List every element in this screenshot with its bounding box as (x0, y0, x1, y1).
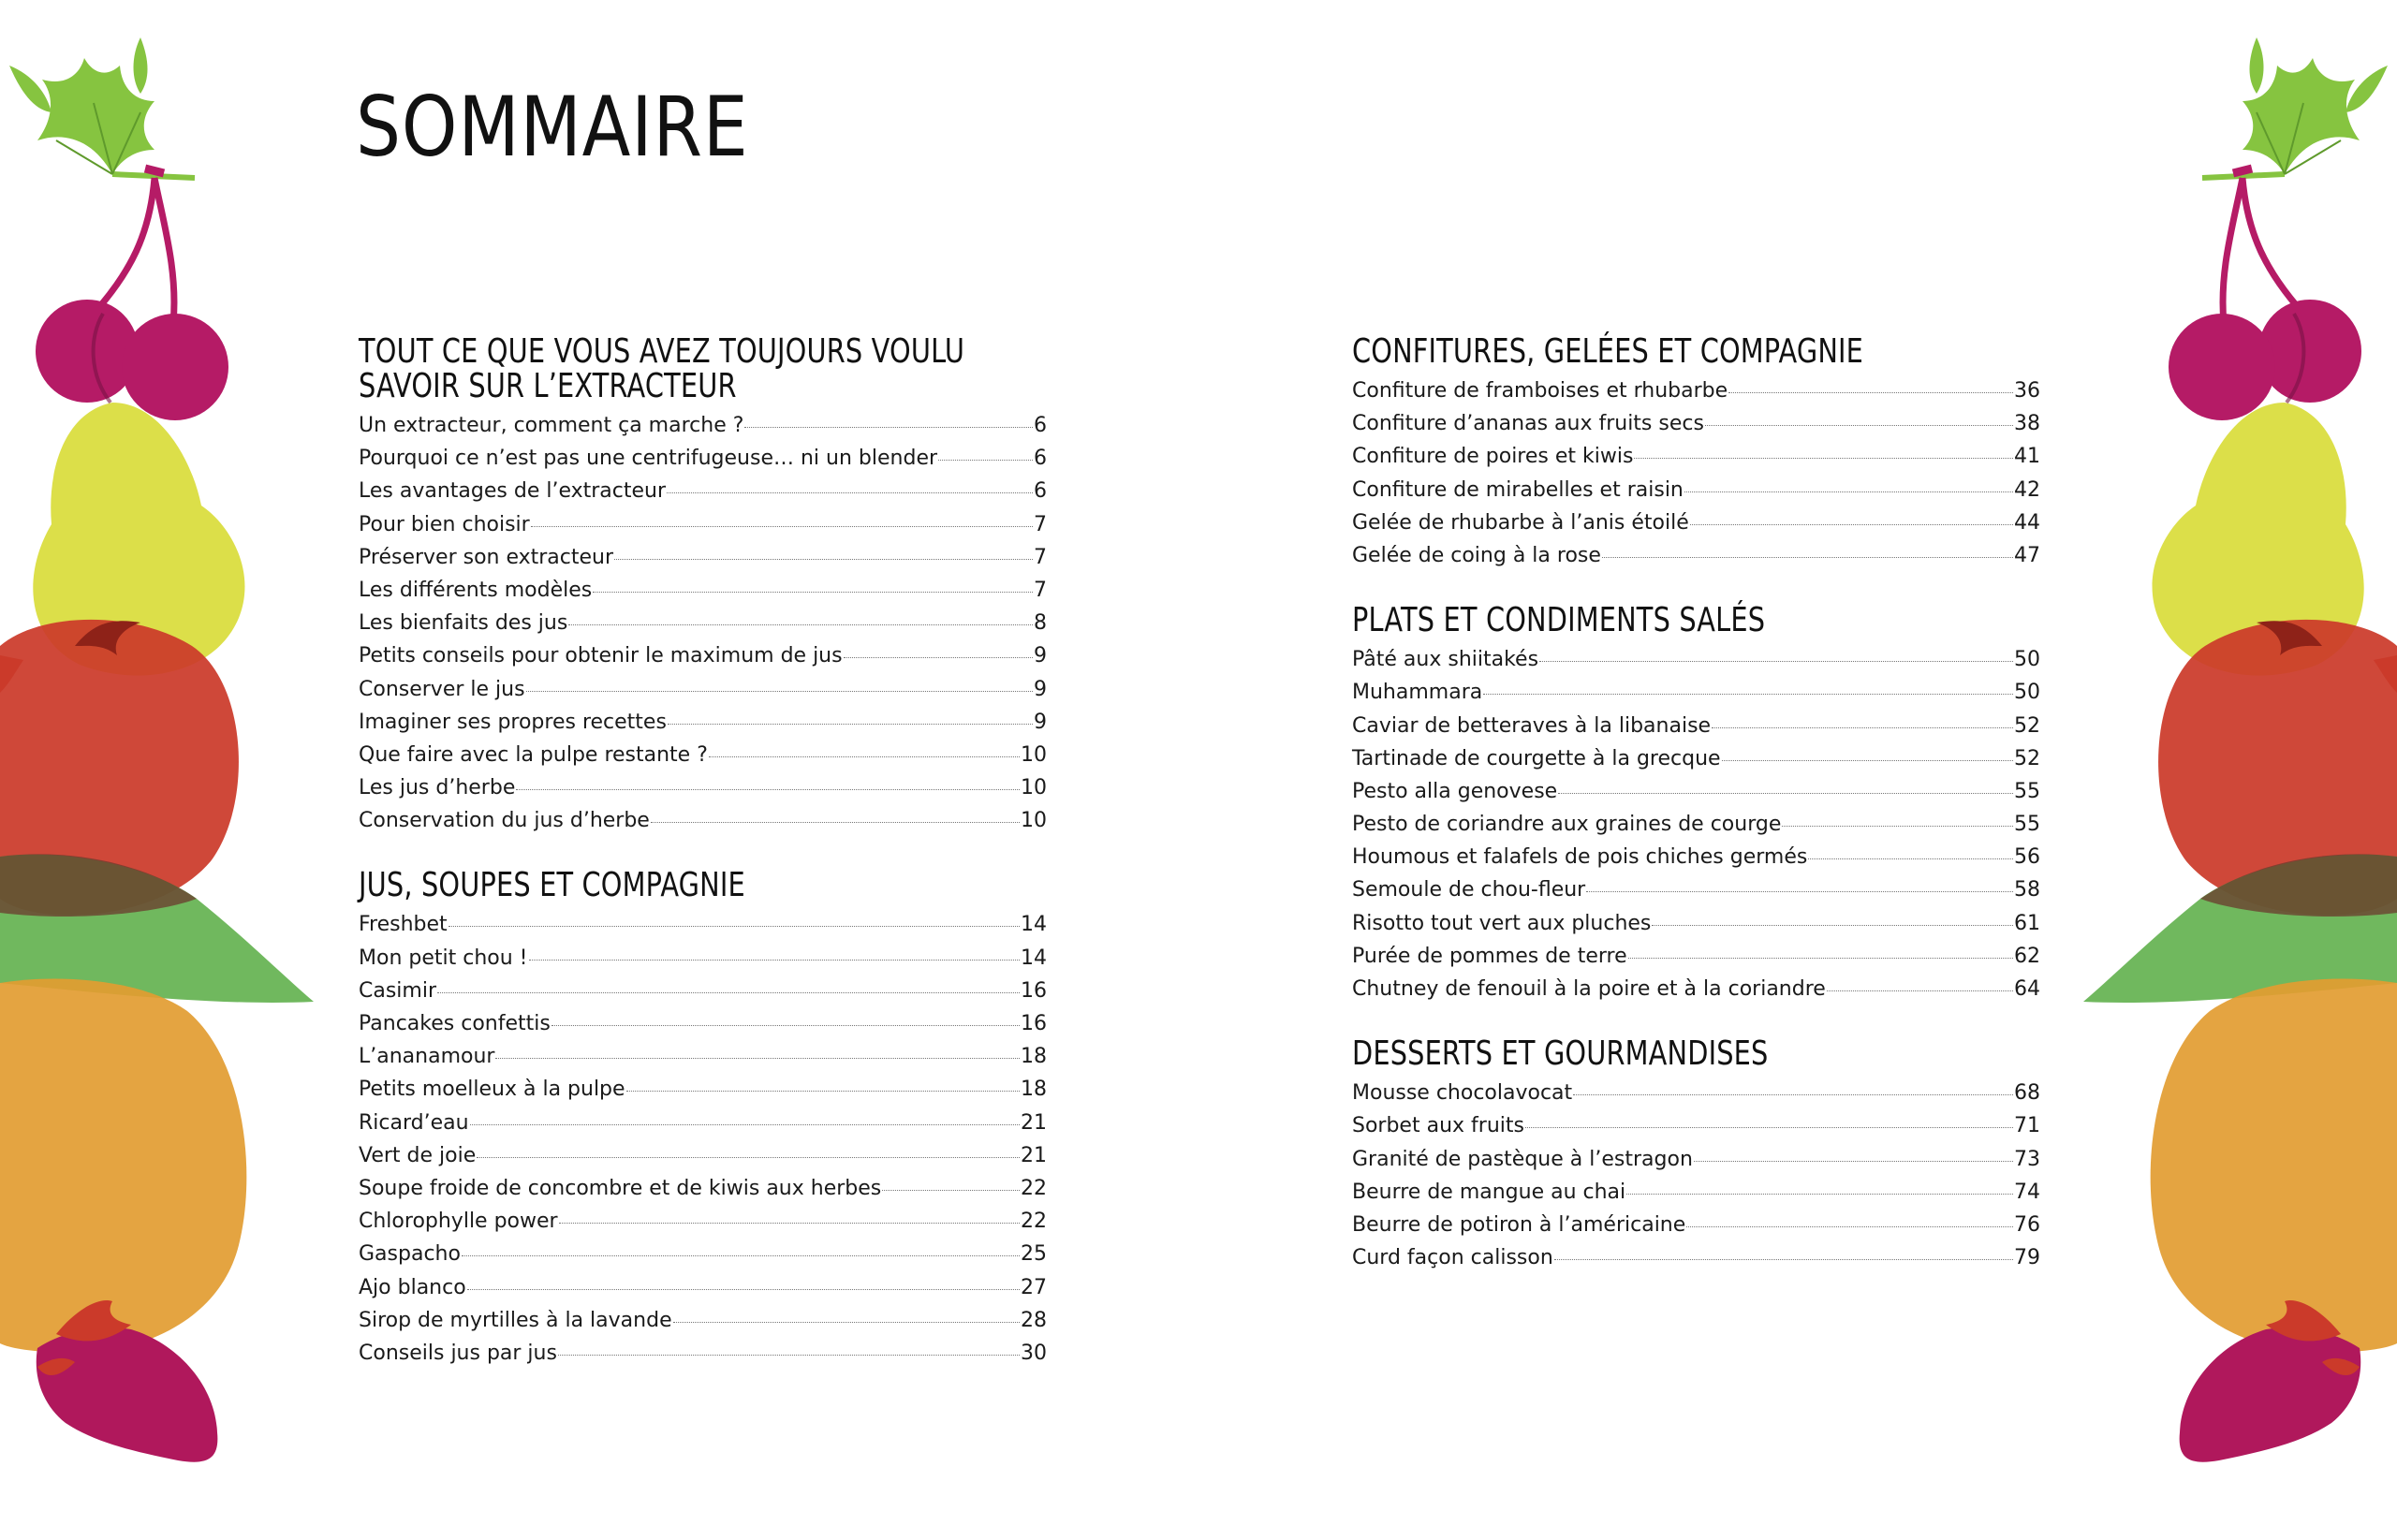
section-title-line: DESSERTS ET GOURMANDISES (1352, 1034, 1769, 1074)
dot-leader (551, 1025, 1020, 1026)
entry-label: Curd façon calisson (1352, 1246, 1553, 1270)
toc-entry-gelee-de-rhubarbe-a-l-anis-etoile[interactable] (1352, 506, 2040, 539)
entry-label: Que faire avec la pulpe restante ? (359, 742, 708, 767)
dot-leader (651, 822, 1020, 823)
toc-entry-confiture-d-ananas-aux-fruits-secs[interactable] (1352, 407, 2040, 440)
cherry-icon (36, 169, 228, 420)
page-number: 74 (2014, 1180, 2040, 1204)
toc-entry-pourquoi-ce-n-est-pas-une-centrifugeuse-ni-un-blender[interactable] (359, 442, 1047, 475)
entry-label: Vert de joie (359, 1143, 477, 1167)
toc-entry-pour-bien-choisir[interactable] (359, 508, 1047, 541)
toc-entry-list (1352, 643, 2040, 1005)
entry-label: L’ananamour (359, 1045, 495, 1069)
page-number: 9 (1034, 677, 1047, 701)
toc-entry-puree-de-pommes-de-terre[interactable] (1352, 940, 2040, 973)
page-number: 27 (1021, 1275, 1047, 1299)
dot-leader (1554, 1259, 2013, 1260)
toc-entry-chutney-de-fenouil-a-la-poire-et-a-la-coriandre[interactable] (1352, 973, 2040, 1005)
toc-entry-casimir[interactable] (359, 975, 1047, 1007)
toc-entry-mon-petit-chou[interactable] (359, 942, 1047, 975)
entry-label: Muhammara (1352, 681, 1483, 705)
page-number: 8 (1034, 611, 1047, 636)
entry-label: Chlorophylle power (359, 1210, 558, 1234)
page-number: 18 (1021, 1045, 1047, 1069)
dot-leader (1558, 793, 2013, 794)
toc-entry-freshbet[interactable] (359, 908, 1047, 941)
entry-label: Pancakes confettis (359, 1012, 551, 1035)
toc-entry-conseils-jus-par-jus[interactable] (359, 1337, 1047, 1370)
section-title-line: JUS, SOUPES ET COMPAGNIE (359, 866, 745, 905)
fruit-column-right (2060, 0, 2397, 1540)
dot-leader (495, 1058, 1020, 1059)
page-number: 41 (2014, 445, 2040, 469)
entry-label: Petits moelleux à la pulpe (359, 1078, 625, 1102)
dot-leader (1722, 760, 2013, 761)
toc-entry-ricard-eau[interactable] (359, 1107, 1047, 1139)
dot-leader (1808, 858, 2013, 859)
page-number: 52 (2014, 713, 2040, 738)
entry-label: Conserver le jus (359, 677, 525, 701)
page-number: 76 (2014, 1212, 2040, 1237)
page-number: 73 (2014, 1147, 2040, 1171)
dot-leader (467, 1289, 1020, 1290)
section-title (359, 332, 965, 405)
entry-label: Caviar de betteraves à la libanaise (1352, 713, 1712, 738)
entry-label: Purée de pommes de terre (1352, 944, 1627, 968)
page-number: 28 (1021, 1308, 1047, 1332)
page-number: 22 (1021, 1176, 1047, 1200)
toc-entry-pesto-alla-genovese[interactable] (1352, 775, 2040, 808)
section-title (1352, 334, 1903, 369)
page-number: 64 (2014, 977, 2040, 1001)
entry-label: Risotto tout vert aux pluches (1352, 911, 1652, 935)
page-number: 36 (2014, 379, 2040, 403)
dot-leader (1728, 392, 2013, 393)
dot-leader (1573, 1094, 2013, 1095)
dot-leader (516, 789, 1020, 790)
page-number: 25 (1021, 1242, 1047, 1267)
toc-entry-l-ananamour[interactable] (359, 1040, 1047, 1073)
entry-label: Pesto de coriandre aux graines de courge (1352, 813, 1782, 837)
entry-label: Tartinade de courgette à la grecque (1352, 746, 1721, 770)
page-number: 56 (2014, 845, 2040, 870)
page-number: 61 (2014, 911, 2040, 935)
toc-entry-ajo-blanco[interactable] (359, 1271, 1047, 1304)
dot-leader (709, 756, 1020, 757)
section-title (1352, 1034, 1903, 1074)
fruit-column-left (0, 0, 337, 1540)
entry-label: Conservation du jus d’herbe (359, 809, 650, 833)
toc-entry-preserver-son-extracteur[interactable] (359, 541, 1047, 574)
entry-label: Petits conseils pour obtenir le maximum de jus (359, 644, 843, 668)
dot-leader (1782, 826, 2013, 827)
dot-leader (673, 1322, 1020, 1323)
toc-entry-semoule-de-chou-fleur[interactable] (1352, 873, 2040, 906)
entry-label: Gelée de rhubarbe à l’anis étoilé (1352, 510, 1689, 535)
entry-label: Gaspacho (359, 1242, 461, 1267)
dot-leader (844, 657, 1033, 658)
entry-label: Les avantages de l’extracteur (359, 479, 667, 504)
section-title-line: SAVOIR SUR L’EXTRACTEUR (359, 367, 737, 405)
toc-entry-petits-moelleux-a-la-pulpe[interactable] (359, 1073, 1047, 1106)
entry-label: Mon petit chou ! (359, 946, 528, 970)
page-number: 21 (1021, 1110, 1047, 1135)
page-number: 9 (1034, 644, 1047, 668)
entry-label: Les jus d’herbe (359, 776, 516, 800)
page-number: 42 (2014, 477, 2040, 502)
page-number: 38 (2014, 412, 2040, 436)
entry-label: Beurre de potiron à l’américaine (1352, 1212, 1686, 1237)
toc-entry-pesto-de-coriandre-aux-graines-de-courge[interactable] (1352, 808, 2040, 841)
dot-leader (559, 1223, 1020, 1224)
entry-label: Pesto alla genovese (1352, 779, 1558, 803)
page-number: 50 (2014, 681, 2040, 705)
dot-leader (558, 1355, 1020, 1356)
section-title-line: CONFITURES, GELÉES ET COMPAGNIE (1352, 332, 1864, 371)
page-number: 16 (1021, 978, 1047, 1003)
dot-leader (1483, 694, 2013, 695)
page-number: 16 (1021, 1012, 1047, 1035)
toc-entry-list (359, 409, 1047, 837)
toc-entry-list (1352, 1077, 2040, 1274)
dot-leader (477, 1157, 1020, 1158)
entry-label: Pâté aux shiitakés (1352, 648, 1539, 672)
entry-label: Confiture de poires et kiwis (1352, 445, 1634, 469)
section-title-line: PLATS ET CONDIMENTS SALÉS (1352, 601, 1766, 640)
dot-leader (568, 624, 1033, 625)
entry-label: Granité de pastèque à l’estragon (1352, 1147, 1693, 1171)
toc-column-left (359, 334, 1047, 1370)
toc-entry-les-differents-modeles[interactable] (359, 574, 1047, 607)
toc-entry-list (1352, 374, 2040, 572)
toc-entry-vert-de-joie[interactable] (359, 1139, 1047, 1172)
page-number: 14 (1021, 913, 1047, 937)
page-number: 52 (2014, 746, 2040, 770)
entry-label: Mousse chocolavocat (1352, 1081, 1573, 1106)
toc-section (1352, 334, 2040, 572)
entry-label: Ricard’eau (359, 1110, 469, 1135)
dot-leader (938, 460, 1033, 461)
entry-label: Chutney de fenouil à la poire et à la coriandre (1352, 977, 1826, 1001)
dot-leader (1827, 990, 2013, 991)
dot-leader (1694, 1161, 2013, 1162)
entry-label: Préserver son extracteur (359, 545, 614, 569)
entry-label: Un extracteur, comment ça marche ? (359, 414, 744, 437)
dot-leader (668, 724, 1033, 725)
toc-entry-les-avantages-de-l-extracteur[interactable] (359, 475, 1047, 507)
page-number: 6 (1034, 414, 1047, 437)
toc-entry-risotto-tout-vert-aux-pluches[interactable] (1352, 907, 2040, 940)
page-number: 55 (2014, 779, 2040, 803)
toc-entry-imaginer-ses-propres-recettes[interactable] (359, 706, 1047, 739)
toc-entry-muhammara[interactable] (1352, 676, 2040, 709)
dot-leader (470, 1124, 1020, 1125)
page-number: 14 (1021, 946, 1047, 970)
dot-leader (667, 492, 1033, 493)
page-number: 79 (2014, 1246, 2040, 1270)
toc-entry-sorbet-aux-fruits[interactable] (1352, 1109, 2040, 1142)
entry-label: Sorbet aux fruits (1352, 1114, 1524, 1138)
page-number: 9 (1034, 710, 1047, 734)
dot-leader (449, 926, 1020, 927)
dot-leader (1705, 425, 2013, 426)
page-number: 7 (1034, 545, 1047, 569)
page-number: 18 (1021, 1078, 1047, 1102)
toc-entry-un-extracteur-comment-ca-marche[interactable] (359, 409, 1047, 442)
section-title (1352, 603, 1903, 638)
toc-entry-caviar-de-betteraves-a-la-libanaise[interactable] (1352, 710, 2040, 742)
toc-section (1352, 603, 2040, 1005)
entry-label: Ajo blanco (359, 1275, 466, 1299)
page-number: 10 (1021, 776, 1047, 800)
entry-label: Confiture de mirabelles et raisin (1352, 477, 1684, 502)
dot-leader (626, 1091, 1020, 1092)
page-number: 68 (2014, 1081, 2040, 1106)
cherry-icon (2169, 169, 2361, 420)
entry-label: Houmous et falafels de pois chiches germés (1352, 845, 1808, 870)
page-number: 62 (2014, 944, 2040, 968)
entry-label: Soupe froide de concombre et de kiwis aux herbes (359, 1176, 882, 1200)
toc-section (1352, 1036, 2040, 1274)
toc-entry-confiture-de-mirabelles-et-raisin[interactable] (1352, 474, 2040, 506)
toc-entry-conservation-du-jus-d-herbe[interactable] (359, 804, 1047, 837)
dot-leader (1525, 1127, 2013, 1128)
orange-icon (2151, 978, 2397, 1353)
entry-label: Semoule de chou-fleur (1352, 878, 1586, 902)
toc-entry-pate-aux-shiitakes[interactable] (1352, 643, 2040, 676)
toc-section (359, 868, 1047, 1370)
toc-entry-tartinade-de-courgette-a-la-grecque[interactable] (1352, 742, 2040, 775)
toc-entry-list (359, 908, 1047, 1370)
toc-entry-granite-de-pasteque-a-l-estragon[interactable] (1352, 1143, 2040, 1176)
entry-label: Pour bien choisir (359, 512, 530, 536)
toc-entry-beurre-de-potiron-a-l-americaine[interactable] (1352, 1209, 2040, 1241)
toc-entry-chlorophylle-power[interactable] (359, 1205, 1047, 1238)
entry-label: Conseils jus par jus (359, 1341, 557, 1365)
dot-leader (882, 1190, 1020, 1191)
page-number: 58 (2014, 878, 2040, 902)
toc-entry-curd-facon-calisson[interactable] (1352, 1241, 2040, 1274)
dot-leader (744, 427, 1033, 428)
toc-entry-conserver-le-jus[interactable] (359, 673, 1047, 706)
entry-label: Pourquoi ce n’est pas une centrifugeuse… ni un blender (359, 447, 938, 471)
page-number: 30 (1021, 1341, 1047, 1365)
dot-leader (529, 960, 1021, 961)
dot-leader (462, 1255, 1020, 1256)
entry-label: Confiture d’ananas aux fruits secs (1352, 412, 1704, 436)
entry-label: Beurre de mangue au chai (1352, 1180, 1626, 1204)
entry-label: Confiture de framboises et rhubarbe (1352, 379, 1728, 403)
page-number: 7 (1034, 578, 1047, 602)
page-number: 10 (1021, 742, 1047, 767)
page-number: 6 (1034, 479, 1047, 504)
dot-leader (614, 559, 1033, 560)
section-title-line: TOUT CE QUE VOUS AVEZ TOUJOURS VOULU (359, 332, 965, 371)
entry-label: Les différents modèles (359, 578, 593, 602)
dot-leader (1539, 661, 2013, 662)
dot-leader (1712, 727, 2013, 728)
toc-column-right (1352, 334, 2040, 1274)
toc-section (359, 334, 1047, 837)
leaf-icon (2202, 37, 2388, 178)
toc-entry-beurre-de-mangue-au-chai[interactable] (1352, 1176, 2040, 1209)
dot-leader (1628, 958, 2013, 959)
toc-entry-pancakes-confettis[interactable] (359, 1007, 1047, 1040)
dot-leader (437, 992, 1020, 993)
entry-label: Imaginer ses propres recettes (359, 710, 667, 734)
dot-leader (1602, 557, 2013, 558)
dot-leader (1690, 524, 2013, 525)
toc-entry-gelee-de-coing-a-la-rose[interactable] (1352, 539, 2040, 572)
page-number: 71 (2014, 1114, 2040, 1138)
page-number: 55 (2014, 813, 2040, 837)
entry-label: Casimir (359, 978, 437, 1003)
entry-label: Sirop de myrtilles à la lavande (359, 1308, 672, 1332)
entry-label: Freshbet (359, 913, 448, 937)
entry-label: Gelée de coing à la rose (1352, 543, 1601, 567)
toc-entry-confiture-de-framboises-et-rhubarbe[interactable] (1352, 374, 2040, 407)
page-number: 47 (2014, 543, 2040, 567)
leaf-icon (9, 37, 195, 178)
dot-leader (531, 526, 1033, 527)
dot-leader (1634, 458, 2013, 459)
toc-entry-les-bienfaits-des-jus[interactable] (359, 607, 1047, 639)
toc-entry-petits-conseils-pour-obtenir-le-maximum-de-jus[interactable] (359, 639, 1047, 672)
toc-entry-soupe-froide-de-concombre-et-de-kiwis-aux-herbes[interactable] (359, 1172, 1047, 1205)
page-number: 7 (1034, 512, 1047, 536)
toc-entry-mousse-chocolavocat[interactable] (1352, 1077, 2040, 1109)
dot-leader (593, 592, 1033, 593)
page-number: 21 (1021, 1143, 1047, 1167)
toc-entry-confiture-de-poires-et-kiwis[interactable] (1352, 440, 2040, 473)
page-number: 6 (1034, 447, 1047, 471)
page-number: 50 (2014, 648, 2040, 672)
dot-leader (1652, 925, 2013, 926)
section-title (359, 866, 909, 905)
page-number: 22 (1021, 1210, 1047, 1234)
toc-entry-houmous-et-falafels-de-pois-chiches-germes[interactable] (1352, 841, 2040, 873)
toc-entry-que-faire-avec-la-pulpe-restante[interactable] (359, 739, 1047, 771)
toc-entry-sirop-de-myrtilles-a-la-lavande[interactable] (359, 1304, 1047, 1337)
page-number: 10 (1021, 809, 1047, 833)
dot-leader (1684, 491, 2013, 492)
toc-entry-gaspacho[interactable] (359, 1238, 1047, 1270)
dot-leader (1626, 1194, 2013, 1195)
entry-label: Les bienfaits des jus (359, 611, 568, 636)
orange-icon (0, 978, 246, 1353)
dot-leader (1686, 1226, 2013, 1227)
page-number: 44 (2014, 510, 2040, 535)
toc-entry-les-jus-d-herbe[interactable] (359, 771, 1047, 804)
dot-leader (526, 691, 1033, 692)
page-title: SOMMAIRE (356, 79, 749, 175)
dot-leader (1586, 891, 2013, 892)
